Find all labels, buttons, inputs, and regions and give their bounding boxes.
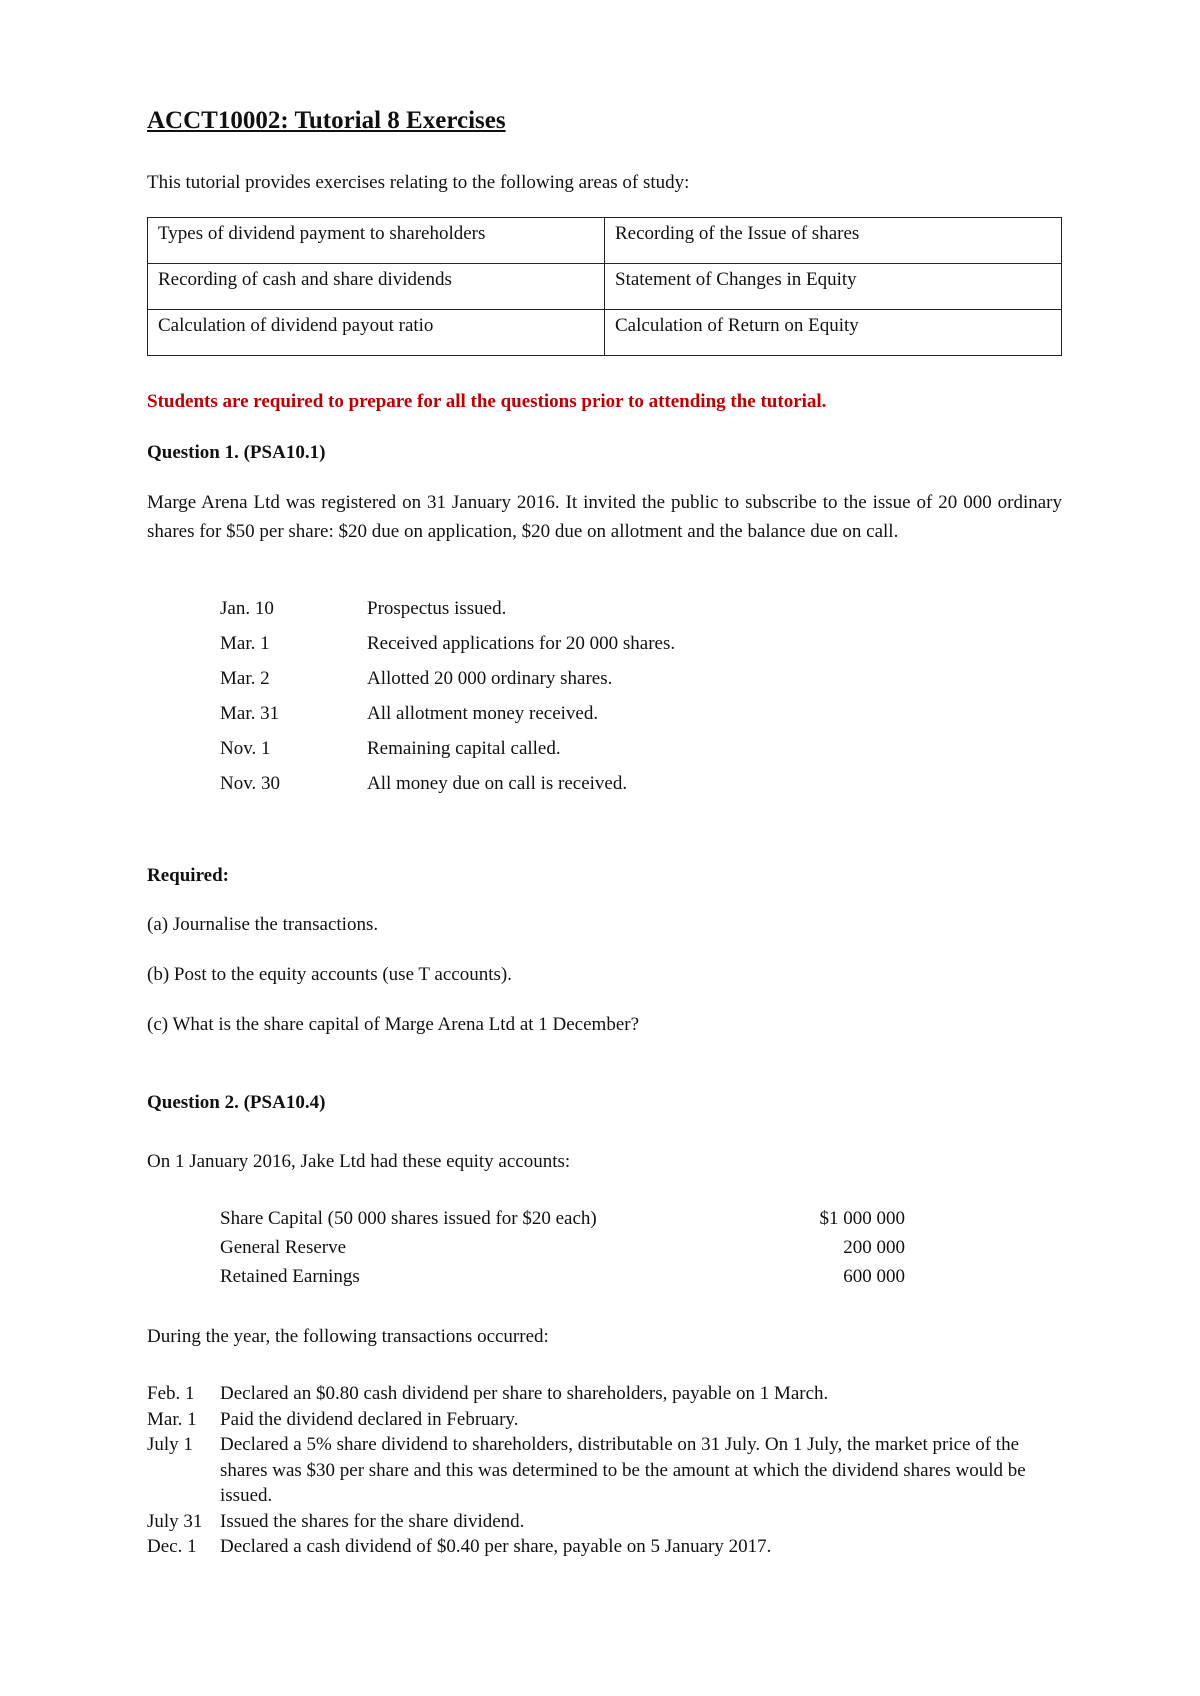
question-1-events: [220, 596, 675, 806]
event-date: Nov. 30: [220, 773, 280, 794]
question-1-text: Marge Arena Ltd was registered on 31 January 2016. It invited the public to subscribe to the issue of 20 000 ordinary shares for $50 per share: $20 due on application, $20 due on allotment and the balance due on call.: [147, 492, 1062, 542]
table-row: [148, 310, 1062, 356]
question-2-intro: On 1 January 2016, Jake Ltd had these equity accounts:: [147, 1151, 571, 1172]
account-amount: 200 000: [843, 1237, 905, 1258]
transactions-intro: During the year, the following transactions occurred:: [147, 1326, 549, 1347]
transaction-date: July 1: [147, 1434, 193, 1455]
list-item: [220, 1264, 905, 1293]
event-date: Nov. 1: [220, 738, 271, 759]
required-item: (c) What is the share capital of Marge Arena Ltd at 1 December?: [147, 1014, 640, 1035]
transaction-date: July 31: [147, 1510, 203, 1532]
list-item: [147, 1432, 1047, 1509]
event-date: Mar. 1: [220, 633, 270, 654]
study-areas-table: [147, 217, 1062, 356]
table-row: [148, 218, 1062, 264]
table-cell: Recording of cash and share dividends: [148, 264, 605, 310]
list-item: [220, 1235, 905, 1264]
list-item: [147, 1509, 1047, 1535]
equity-accounts: [220, 1206, 905, 1293]
account-name: Retained Earnings: [220, 1266, 360, 1287]
table-cell: Types of dividend payment to shareholders: [148, 218, 605, 264]
list-item: [147, 1534, 1047, 1560]
transaction-desc: Declared an $0.80 cash dividend per share to shareholders, payable on 1 March.: [220, 1383, 829, 1404]
transaction-desc: Declared a 5% share dividend to shareholders, distributable on 31 July. On 1 July, the market price of the shares was $30 per share and this was determined to be the amount at which the dividend shares would be issued.: [220, 1434, 1026, 1506]
event-date: Mar. 2: [220, 668, 270, 689]
list-item: [220, 736, 675, 771]
table-cell: Statement of Changes in Equity: [605, 264, 1062, 310]
list-item: [147, 1381, 1047, 1407]
account-amount: $1 000 000: [819, 1208, 905, 1229]
transaction-date: Mar. 1: [147, 1408, 197, 1430]
event-desc: All allotment money received.: [367, 703, 599, 724]
event-desc: Received applications for 20 000 shares.: [367, 633, 676, 654]
preparation-notice: Students are required to prepare for all the questions prior to attending the tutorial.: [147, 391, 827, 412]
list-item: [220, 666, 675, 701]
transaction-date: Feb. 1: [147, 1383, 195, 1404]
event-desc: Allotted 20 000 ordinary shares.: [367, 668, 613, 689]
question-2-heading: Question 2. (PSA10.4): [147, 1092, 326, 1113]
event-desc: Remaining capital called.: [367, 738, 561, 759]
table-cell: Calculation of Return on Equity: [605, 310, 1062, 356]
list-item: [147, 1407, 1047, 1433]
page-title: ACCT10002: Tutorial 8 Exercises: [147, 107, 506, 134]
account-name: General Reserve: [220, 1237, 347, 1258]
event-date: Jan. 10: [220, 598, 274, 619]
transaction-desc: Issued the shares for the share dividend.: [220, 1510, 525, 1532]
table-cell: Recording of the Issue of shares: [605, 218, 1062, 264]
transactions-list: [147, 1381, 1047, 1560]
transaction-desc: Paid the dividend declared in February.: [220, 1408, 519, 1430]
table-cell: Calculation of dividend payout ratio: [148, 310, 605, 356]
list-item: [220, 771, 675, 806]
list-item: [220, 631, 675, 666]
transaction-desc: Declared a cash dividend of $0.40 per share, payable on 5 January 2017.: [220, 1536, 772, 1557]
required-item: (a) Journalise the transactions.: [147, 914, 379, 935]
list-item: [220, 701, 675, 736]
event-desc: All money due on call is received.: [367, 773, 628, 794]
list-item: [220, 1206, 905, 1235]
required-item: (b) Post to the equity accounts (use T accounts).: [147, 964, 512, 985]
required-label: Required:: [147, 865, 229, 886]
transaction-date: Dec. 1: [147, 1536, 197, 1557]
account-amount: 600 000: [843, 1266, 905, 1287]
list-item: [220, 596, 675, 631]
question-1-heading: Question 1. (PSA10.1): [147, 442, 326, 463]
event-date: Mar. 31: [220, 703, 280, 724]
intro-text: This tutorial provides exercises relating to the following areas of study:: [147, 172, 690, 193]
event-desc: Prospectus issued.: [367, 598, 507, 619]
account-name: Share Capital (50 000 shares issued for $20 each): [220, 1208, 597, 1229]
table-row: [148, 264, 1062, 310]
